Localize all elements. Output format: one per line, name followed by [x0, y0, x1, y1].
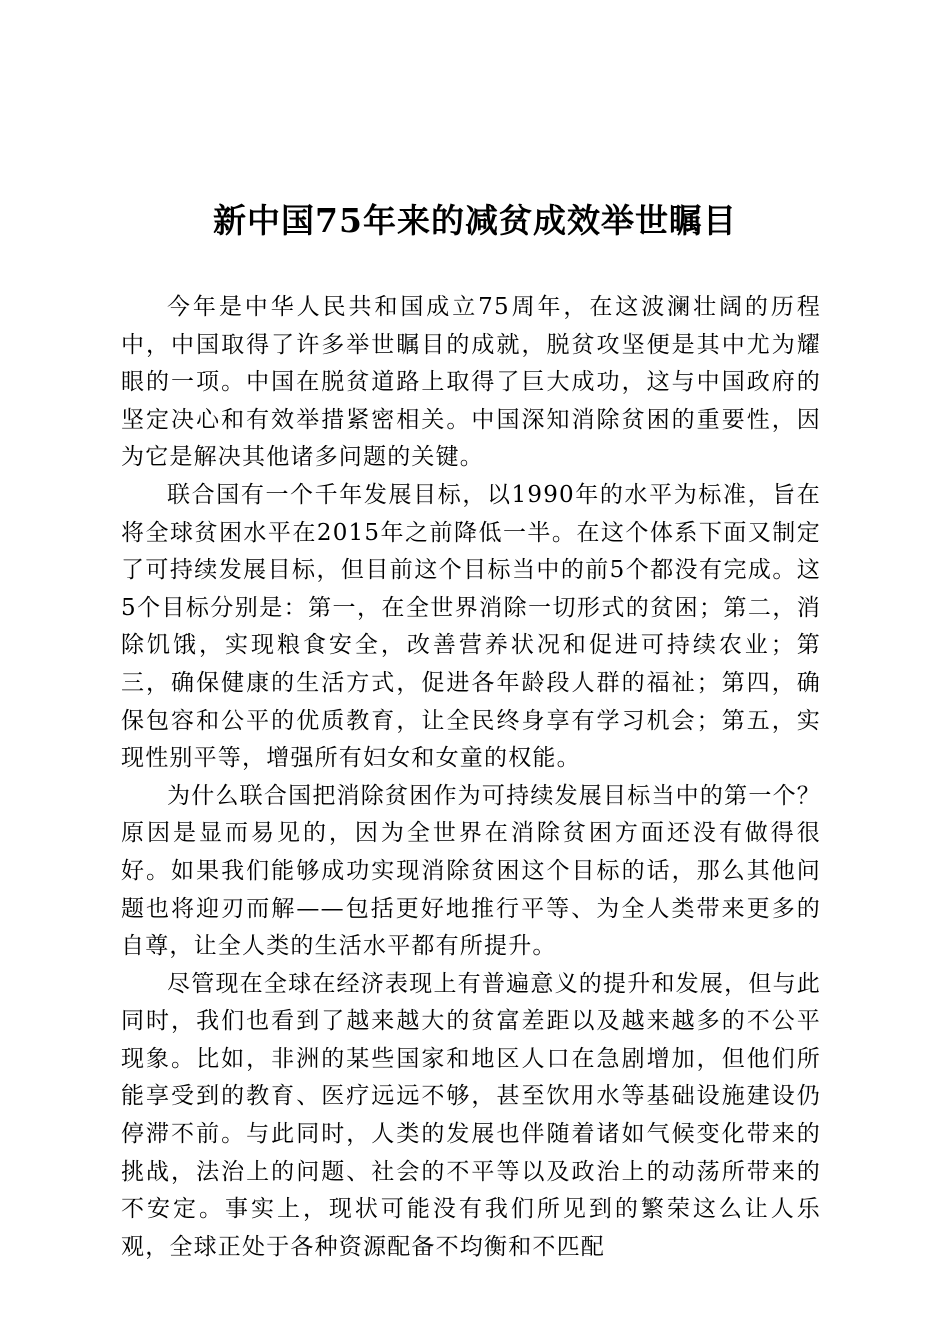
paragraph: 尽管现在全球在经济表现上有普遍意义的提升和发展，但与此同时，我们也看到了越来越大的贫富差距以及越来越多的不公平现象。比如，非洲的某些国家和地区人口在急剧增加，但他们所能享受到的教育、医疗远远不够，甚至饮用水等基础设施建设仍停滞不前。与此同时，人类的发展也伴随着诸如气候变化带来的挑战，法治上的问题、社会的不平等以及政治上的动荡所带来的不安定。事实上，现状可能没有我们所见到的繁荣这么让人乐观，全球正处于各种资源配备不均衡和不匹配 [121, 970, 821, 1260]
document-body [121, 289, 821, 1266]
paragraph: 今年是中华人民共和国成立75周年，在这波澜壮阔的历程中，中国取得了许多举世瞩目的成就，脱贫攻坚便是其中尤为耀眼的一项。中国在脱贫道路上取得了巨大成功，这与中国政府的坚定决心和有效举措紧密相关。中国深知消除贫困的重要性，因为它是解决其他诸多问题的关键。 [121, 294, 821, 471]
paragraph: 联合国有一个千年发展目标，以1990年的水平为标准，旨在将全球贫困水平在2015年之前降低一半。在这个体系下面又制定了可持续发展目标，但目前这个目标当中的前5个都没有完成。这5个目标分别是：第一，在全世界消除一切形式的贫困；第二，消除饥饿，实现粮食安全，改善营养状况和促进可持续农业；第三，确保健康的生活方式，促进各年龄段人群的福祉；第四，确保包容和公平的优质教育，让全民终身享有学习机会；第五，实现性别平等，增强所有妇女和女童的权能。 [121, 481, 821, 772]
document-title: 新中国75年来的减贫成效举世瞩目 [213, 201, 737, 240]
paragraph: 为什么联合国把消除贫困作为可持续发展目标当中的第一个？原因是显而易见的，因为全世界在消除贫困方面还没有做得很好。如果我们能够成功实现消除贫困这个目标的话，那么其他问题也将迎刃而解——包括更好地推行平等、为全人类带来更多的自尊，让全人类的生活水平都有所提升。 [121, 782, 821, 960]
